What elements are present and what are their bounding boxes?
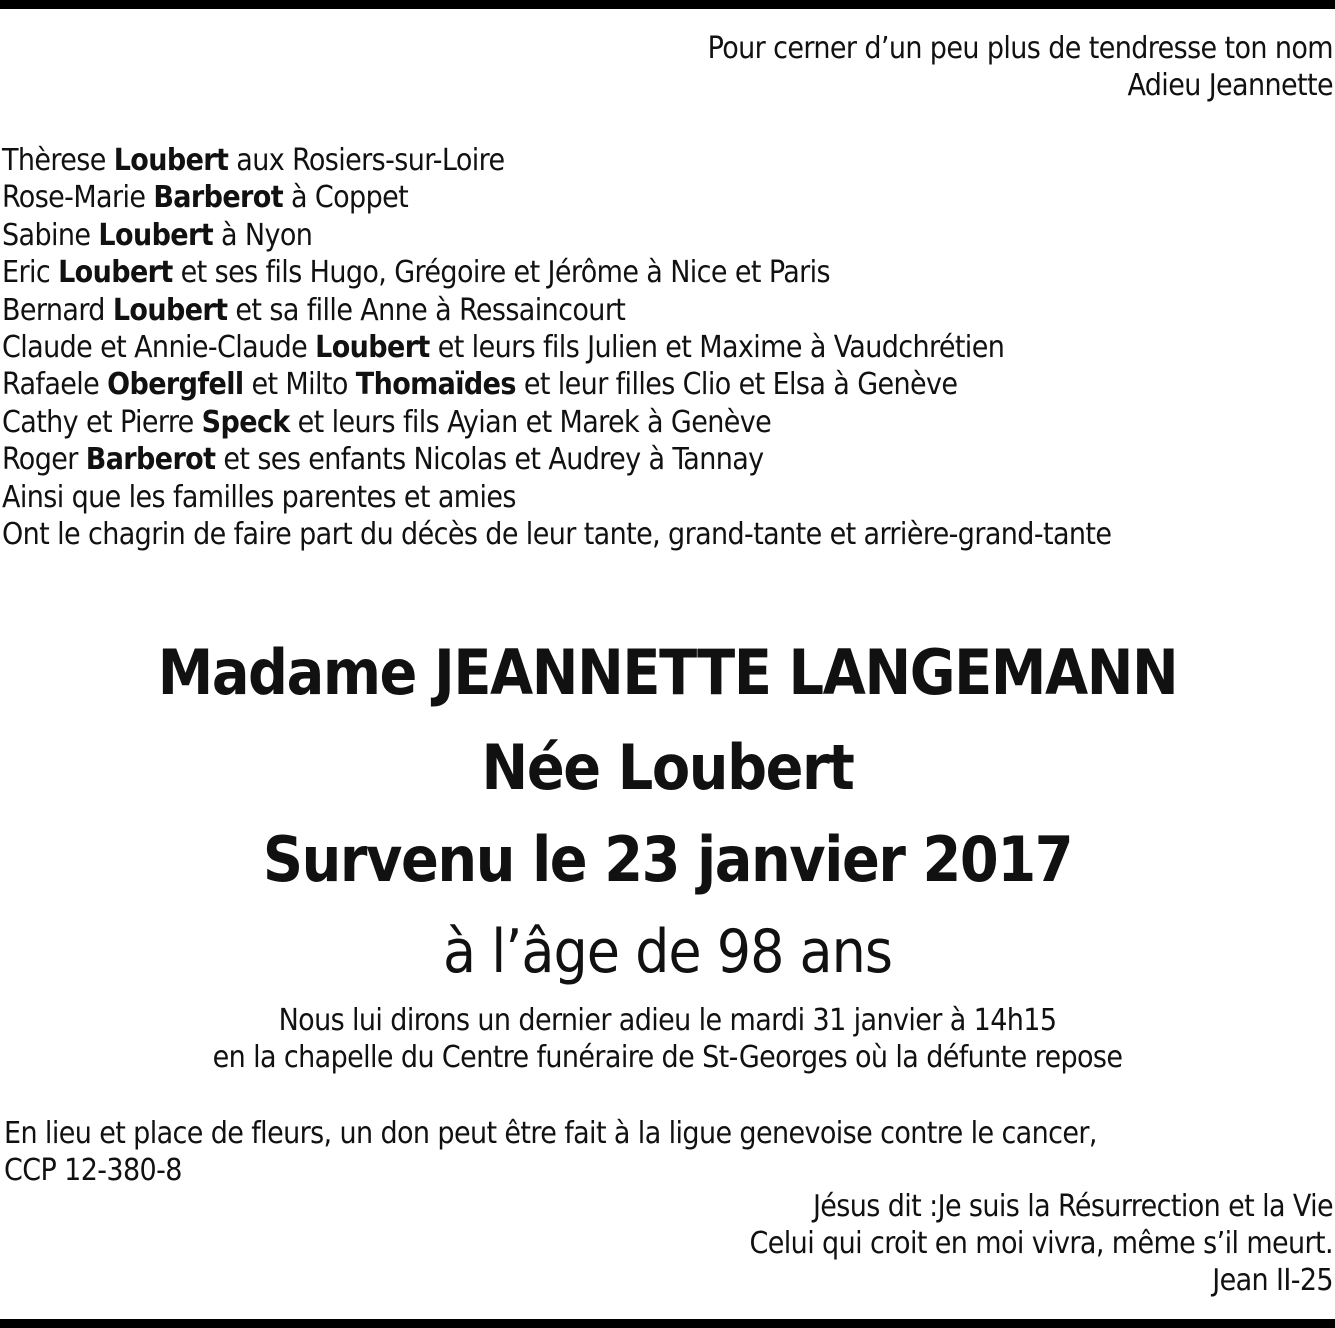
family-line (2, 292, 1111, 329)
verse-reference: Jean II-25 (1212, 1263, 1333, 1298)
family-text: Thèrese (2, 143, 114, 178)
family-text: à Coppet (283, 180, 409, 216)
closing-line: Ainsi que les familles parentes et amies (2, 479, 516, 515)
family-text: et ses fils Hugo, Grégoire et Jérôme à Nice et Paris (172, 255, 830, 291)
family-surname: Thomaïdes (355, 367, 516, 403)
family-text: Eric (2, 255, 59, 291)
family-line (2, 366, 1111, 403)
family-text: Roger (2, 442, 86, 478)
family-text: Sabine (2, 217, 99, 253)
maiden-name: Née Loubert (481, 731, 854, 804)
deceased-name: Madame JEANNETTE LANGEMANN (157, 636, 1178, 709)
family-text: et Milto (243, 367, 356, 403)
age-at-death: à l’âge de 98 ans (443, 917, 892, 987)
family-text: Rose-Marie (2, 180, 154, 216)
family-text: et ses enfants Nicolas et Audrey à Tannay (215, 442, 764, 478)
ceremony-line: Nous lui dirons un dernier adieu le mardi 31 janvier à 14h15 (278, 1003, 1057, 1038)
family-text: et leurs fils Julien et Maxime à Vaudchrétien (429, 330, 1005, 366)
family-line (2, 254, 1111, 291)
family-surname: Loubert (58, 255, 173, 291)
verse-line: Celui qui croit en moi vivra, même s’il meurt. (749, 1226, 1333, 1261)
donation-info (4, 1115, 1097, 1189)
epigraph-line: Pour cerner d’un peu plus de tendresse ton nom (707, 31, 1333, 66)
family-text: Bernard (2, 292, 113, 328)
epigraph (708, 30, 1333, 104)
family-surname: Speck (201, 404, 290, 440)
family-text: à Nyon (213, 217, 313, 253)
family-line (2, 142, 1111, 179)
closing-line: Ont le chagrin de faire part du décès de leur tante, grand-tante et arrière-grand-tante (2, 517, 1112, 553)
family-text: et sa fille Anne à Ressaincourt (227, 292, 626, 328)
verse-line: Jésus dit :Je suis la Résurrection et la Vie (812, 1189, 1333, 1224)
family-text: et leurs fils Ayian et Marek à Genève (289, 404, 772, 440)
family-surname: Loubert (112, 292, 228, 328)
donation-line: En lieu et place de fleurs, un don peut être fait à la ligue genevoise contre le cancer, (4, 1116, 1097, 1151)
bottom-rule (0, 1319, 1335, 1328)
death-date: Survenu le 23 janvier 2017 (262, 823, 1073, 896)
top-rule (0, 0, 1335, 9)
family-text: Claude et Annie-Claude (2, 330, 316, 366)
family-text: aux Rosiers-sur-Loire (228, 143, 505, 178)
donation-ccp: CCP 12-380-8 (4, 1153, 182, 1188)
family-surname: Obergfell (107, 367, 244, 403)
family-line (2, 217, 1111, 254)
family-text: et leur filles Clio et Elsa à Genève (515, 367, 958, 403)
family-line (2, 441, 1111, 478)
family-line (2, 179, 1111, 216)
family-text: Cathy et Pierre (2, 404, 202, 440)
bible-verse (750, 1188, 1333, 1299)
family-surname: Loubert (98, 217, 214, 253)
family-line (2, 329, 1111, 366)
family-line (2, 404, 1111, 441)
family-surname: Loubert (113, 143, 229, 178)
family-surname: Loubert (315, 330, 430, 366)
family-surname: Barberot (85, 442, 216, 478)
epigraph-line: Adieu Jeannette (1127, 68, 1333, 103)
family-list (2, 142, 1111, 553)
ceremony-info (0, 1002, 1335, 1076)
family-text: Rafaele (2, 367, 108, 403)
ceremony-line: en la chapelle du Centre funéraire de St-Georges où la défunte repose (212, 1040, 1123, 1075)
family-surname: Barberot (153, 180, 284, 216)
